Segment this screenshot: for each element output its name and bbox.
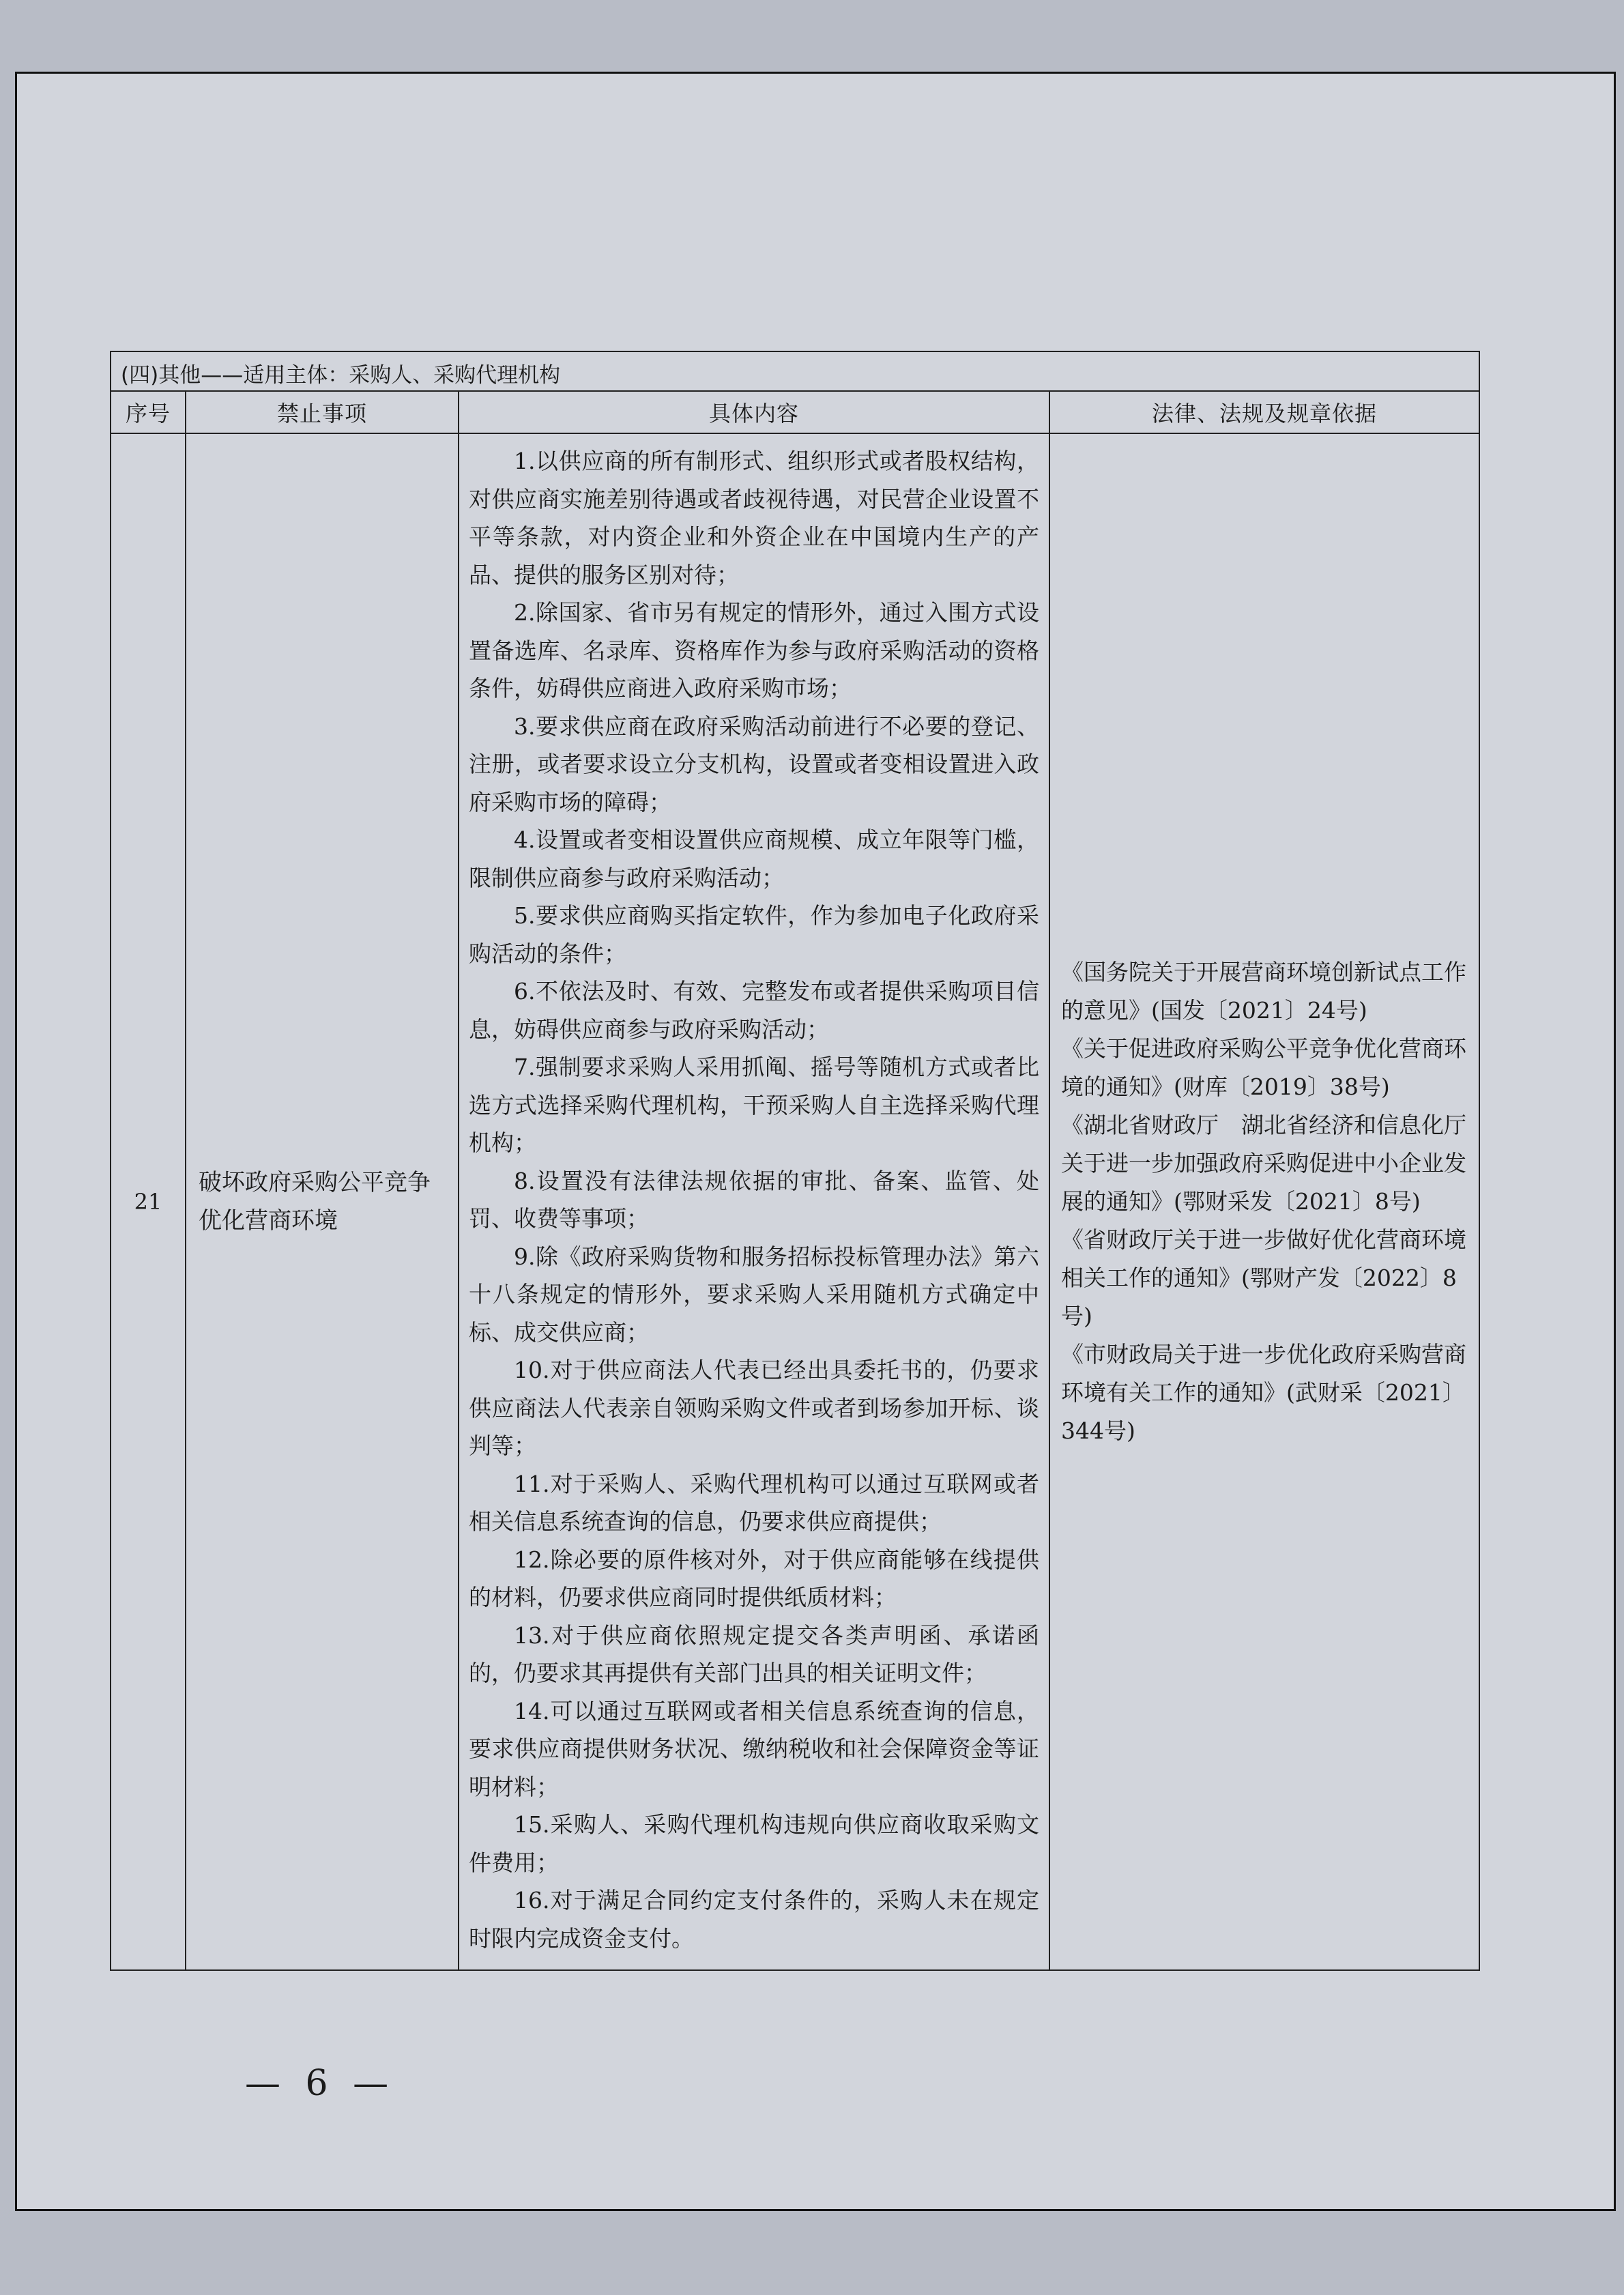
content-item: 2.除国家、省市另有规定的情形外，通过入围方式设置备选库、名录库、资格库作为参与政府采购活动的资格条件，妨碍供应商进入政府采购市场； <box>469 599 1039 702</box>
section-title: (四)其他——适用主体：采购人、采购代理机构 <box>111 351 1479 391</box>
content-item: 8.设置没有法律法规依据的审批、备案、监管、处罚、收费等事项； <box>469 1167 1039 1232</box>
header-basis: 法律、法规及规章依据 <box>1049 391 1479 433</box>
table-row <box>111 433 1479 1970</box>
basis-item: 《湖北省财政厅 湖北省经济和信息化厅关于进一步加强政府采购促进中小企业发展的通知》(鄂财采发〔2021〕8号) <box>1061 1112 1466 1215</box>
content-item: 6.不依法及时、有效、完整发布或者提供采购项目信息，妨碍供应商参与政府采购活动； <box>469 978 1039 1043</box>
content-item: 1.以供应商的所有制形式、组织形式或者股权结构，对供应商实施差别待遇或者歧视待遇，对民营企业设置不平等条款，对内资企业和外资企业在中国境内生产的产品、提供的服务区别对待； <box>469 448 1039 588</box>
header-content: 具体内容 <box>459 391 1049 433</box>
row-content <box>459 433 1049 1970</box>
content-item: 10.对于供应商法人代表已经出具委托书的，仍要求供应商法人代表亲自领购采购文件或者到场参加开标、谈判等； <box>469 1357 1039 1459</box>
content-item: 3.要求供应商在政府采购活动前进行不必要的登记、注册，或者要求设立分支机构，设置或者变相设置进入政府采购市场的障碍； <box>469 712 1039 815</box>
page-number: — 6 — <box>245 2063 396 2104</box>
content-item: 7.强制要求采购人采用抓阄、摇号等随机方式或者比选方式选择采购代理机构，干预采购人自主选择采购代理机构； <box>469 1054 1039 1156</box>
content-item: 9.除《政府采购货物和服务招标投标管理办法》第六十八条规定的情形外，要求采购人采用随机方式确定中标、成交供应商； <box>469 1243 1039 1346</box>
content-item: 13.对于供应商依照规定提交各类声明函、承诺函的，仍要求其再提供有关部门出具的相关证明文件； <box>469 1621 1039 1686</box>
row-basis <box>1049 433 1479 1970</box>
basis-item: 《省财政厅关于进一步做好优化营商环境相关工作的通知》(鄂财产发〔2022〕8号) <box>1061 1226 1466 1329</box>
content-item: 15.采购人、采购代理机构违规向供应商收取采购文件费用； <box>469 1811 1039 1876</box>
basis-item: 《关于促进政府采购公平竞争优化营商环境的通知》(财库〔2019〕38号) <box>1061 1035 1466 1100</box>
content-item: 14.可以通过互联网或者相关信息系统查询的信息，要求供应商提供财务状况、缴纳税收和社会保障资金等证明材料； <box>469 1697 1039 1800</box>
content-item: 16.对于满足合同约定支付条件的，采购人未在规定时限内完成资金支付。 <box>469 1887 1039 1952</box>
basis-item: 《国务院关于开展营商环境创新试点工作的意见》(国发〔2021〕24号) <box>1061 959 1466 1024</box>
row-seq: 21 <box>111 433 186 1970</box>
content-item: 12.除必要的原件核对外，对于供应商能够在线提供的材料，仍要求供应商同时提供纸质材料； <box>469 1546 1039 1611</box>
content-item: 4.设置或者变相设置供应商规模、成立年限等门槛，限制供应商参与政府采购活动； <box>469 826 1039 891</box>
content-item: 5.要求供应商购买指定软件，作为参加电子化政府采购活动的条件； <box>469 902 1039 967</box>
header-seq: 序号 <box>111 391 186 433</box>
row-matter: 破坏政府采购公平竞争优化营商环境 <box>186 433 459 1970</box>
prohibition-table <box>110 351 1480 1971</box>
content-item: 11.对于采购人、采购代理机构可以通过互联网或者相关信息系统查询的信息，仍要求供应商提供； <box>469 1470 1039 1535</box>
basis-item: 《市财政局关于进一步优化政府采购营商环境有关工作的通知》(武财采〔2021〕344号) <box>1061 1341 1466 1444</box>
scanned-page <box>15 72 1616 2211</box>
header-matter: 禁止事项 <box>186 391 459 433</box>
